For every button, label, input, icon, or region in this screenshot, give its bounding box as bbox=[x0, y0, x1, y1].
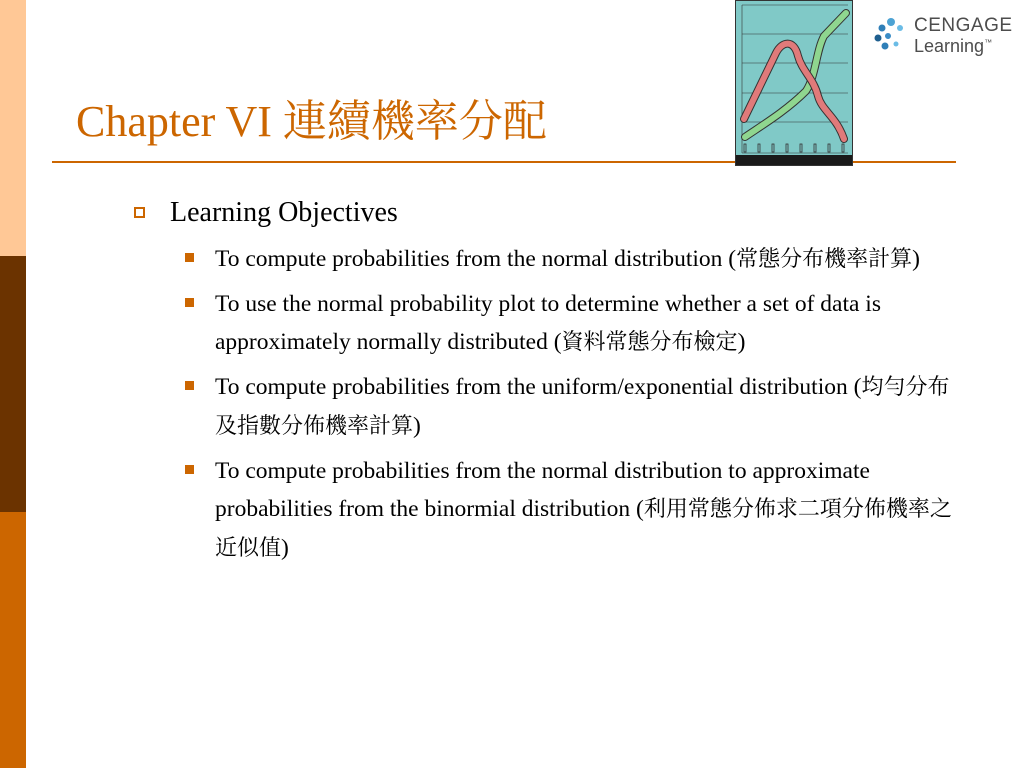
title-latin: Chapter VI bbox=[76, 97, 283, 146]
logo-brand-line2: Learning™ bbox=[914, 36, 993, 56]
cengage-logo bbox=[874, 14, 1014, 60]
objectives-list bbox=[130, 240, 960, 568]
logo-brand-line1: CENGAGE bbox=[914, 15, 1013, 36]
list-item: To compute probabilities from the normal distribution to approximate probabilities from the binormial distribution (利用常態分佈求二項分佈機率之近似值) bbox=[130, 452, 960, 568]
slide-title bbox=[76, 94, 547, 150]
hollow-square-bullet-icon bbox=[134, 207, 145, 218]
section-heading: Learning Objectives bbox=[170, 197, 398, 228]
square-bullet-icon bbox=[185, 298, 194, 307]
left-bar-dark bbox=[0, 256, 26, 512]
left-bar-light bbox=[0, 0, 26, 256]
square-bullet-icon bbox=[185, 381, 194, 390]
crossing-lines-chart-icon bbox=[735, 0, 853, 166]
left-bar-orange bbox=[0, 512, 26, 768]
list-item: To compute probabilities from the uniform/exponential distribution (均勻分布及指數分佈機率計算) bbox=[130, 368, 960, 446]
section-heading-item bbox=[130, 194, 960, 232]
square-bullet-icon bbox=[185, 465, 194, 474]
square-bullet-icon bbox=[185, 253, 194, 262]
slide-body bbox=[130, 194, 960, 574]
list-item: To compute probabilities from the normal distribution (常態分布機率計算) bbox=[130, 240, 960, 279]
cengage-dots-icon bbox=[874, 16, 910, 56]
title-cjk: 連續機率分配 bbox=[282, 96, 547, 147]
list-item: To use the normal probability plot to determine whether a set of data is approximately normally distributed (資料常態分布檢定) bbox=[130, 285, 960, 362]
